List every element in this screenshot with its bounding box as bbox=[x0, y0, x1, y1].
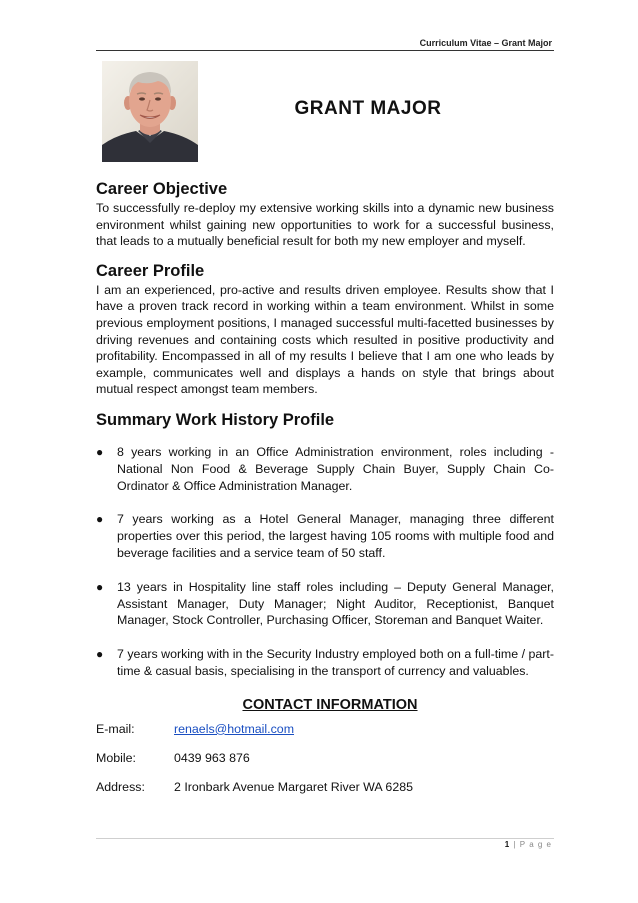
career-profile-text: I am an experienced, pro-active and results driven employee. Results show that I have a proven track record in working within a team environment. Whilst in some previous employment positions, I managed successful multi-facetted businesses by driving revenues and containing costs which resulted in positive productivity and profitability. Encompassed in all of my results I believe that I am one who leads by example, communicates well and displays a hands on style that brings about mutual respect amongst team members. bbox=[96, 282, 554, 397]
contact-details bbox=[96, 722, 554, 809]
email-label: E-mail: bbox=[96, 721, 135, 736]
footer-divider bbox=[96, 838, 554, 839]
page-number: 1 bbox=[504, 840, 511, 849]
profile-photo bbox=[102, 61, 198, 162]
address-value: 2 Ironbark Avenue Margaret River WA 6285 bbox=[174, 779, 413, 794]
email-link[interactable]: renaels@hotmail.com bbox=[174, 721, 295, 736]
mobile-value: 0439 963 876 bbox=[174, 750, 250, 765]
list-item-text: 13 years in Hospitality line staff roles including – Deputy General Manager, Assistant Manager, Duty Manager; Night Auditor, Receptionist, Banquet Manager, Stock Controller, Purchasing Officer, Storeman and Banquet Waiter. bbox=[117, 579, 554, 628]
mobile-label: Mobile: bbox=[96, 750, 136, 765]
address-label: Address: bbox=[96, 779, 145, 794]
mobile-row bbox=[96, 751, 554, 780]
bullet-icon: ● bbox=[96, 647, 104, 662]
bullet-icon: ● bbox=[96, 444, 104, 459]
list-item-text: 7 years working with in the Security Industry employed both on a full-time / part-time & casual basis, specialising in the transport of currency and valuables. bbox=[117, 647, 554, 678]
bullet-icon: ● bbox=[96, 512, 104, 527]
page-label: P a g e bbox=[519, 840, 552, 849]
list-item-text: 7 years working as a Hotel General Manager, managing three different properties over this period, the largest having 105 rooms with multiple food and beverage facilities and a service team of 50 staff. bbox=[117, 512, 554, 560]
address-row bbox=[96, 780, 554, 809]
work-history-heading: Summary Work History Profile bbox=[96, 410, 335, 429]
list-item bbox=[96, 646, 554, 680]
email-row bbox=[96, 722, 554, 751]
contact-heading: CONTACT INFORMATION bbox=[242, 696, 418, 713]
list-item bbox=[96, 579, 554, 629]
candidate-name: GRANT MAJOR bbox=[294, 98, 442, 119]
bullet-icon: ● bbox=[96, 579, 104, 594]
cv-body bbox=[96, 180, 554, 809]
career-objective-text: To successfully re-deploy my extensive working skills into a dynamic new business environment whilst gaining new opportunities to work for a successful business, that leads to a mutually beneficial result for both my new employer and myself. bbox=[96, 201, 554, 249]
work-history-list bbox=[96, 444, 554, 680]
career-profile-heading: Career Profile bbox=[96, 261, 205, 280]
list-item bbox=[96, 444, 554, 494]
page-footer bbox=[505, 840, 552, 849]
list-item-text: 8 years working in an Office Administration environment, roles including - National Non Food & Beverage Supply Chain Buyer, Supply Chain Co-Ordinator & Office Administration Manager. bbox=[117, 444, 554, 493]
running-header: Curriculum Vitae – Grant Major bbox=[419, 38, 552, 48]
footer-separator: | bbox=[510, 840, 520, 849]
header-divider bbox=[96, 50, 554, 51]
career-objective-heading: Career Objective bbox=[96, 180, 228, 198]
list-item bbox=[96, 511, 554, 561]
